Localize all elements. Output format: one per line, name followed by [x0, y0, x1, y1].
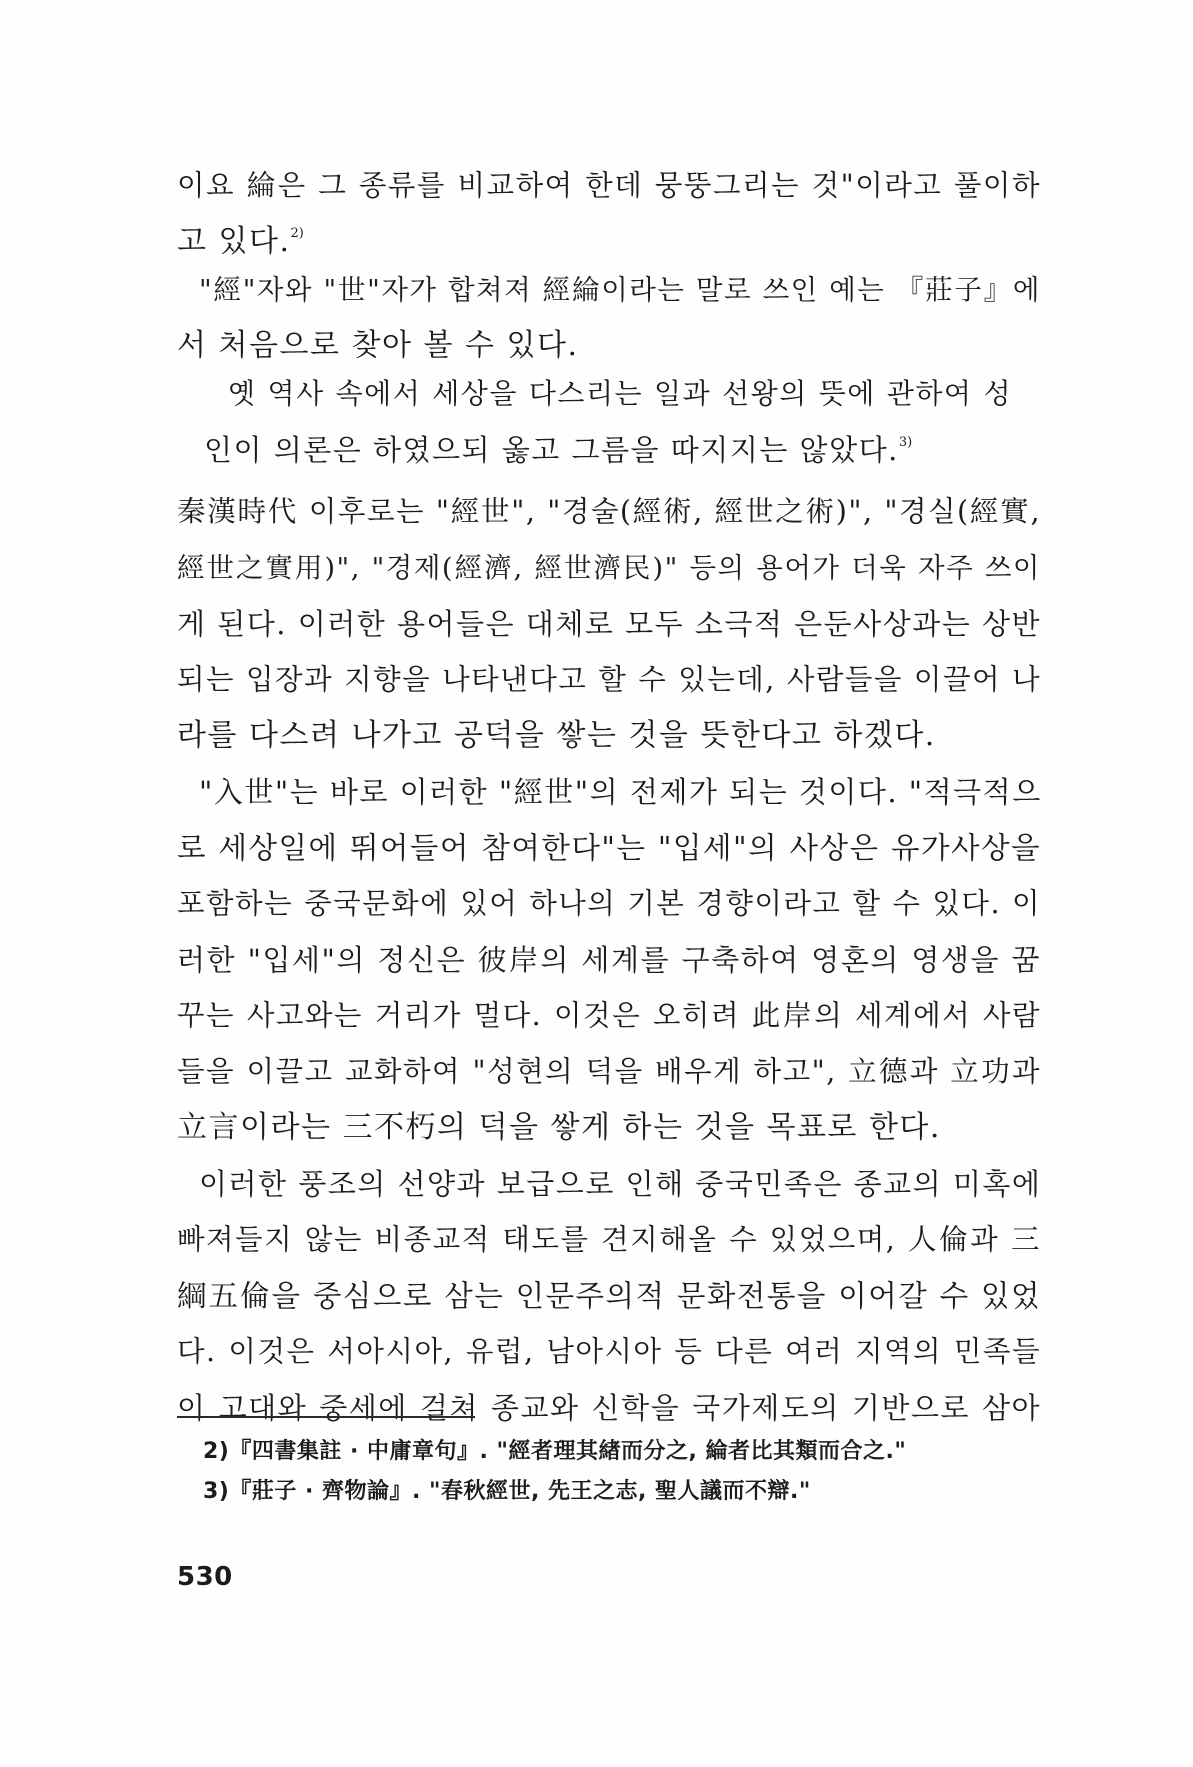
text-line: 들을 이끌고 교화하여 "성현의 덕을 배우게 하고", 立德과 立功과: [177, 1055, 1041, 1088]
text-line: 이요 綸은 그 종류를 비교하여 한데 뭉뚱그리는 것"이라고 풀이하: [177, 169, 1041, 202]
text-line: 러한 "입세"의 정신은 彼岸의 세계를 구축하여 영혼의 영생을 꿈: [177, 943, 1041, 977]
footnotes: [203, 1432, 1043, 1512]
text-line: 꾸는 사고와는 거리가 멀다. 이것은 오히려 此岸의 세계에서 사람: [177, 999, 1041, 1032]
text-line: "入世"는 바로 이러한 "經世"의 전제가 되는 것이다. "적극적으: [199, 775, 1042, 809]
footnote-divider: [177, 1416, 475, 1418]
text-line: 이 고대와 중세에 걸쳐 종교와 신학을 국가제도의 기반으로 삼아: [177, 1391, 1041, 1425]
footnote-2: 2)『四書集註 · 中庸章句』. "經者理其緖而分之, 綸者比其類而合之.": [203, 1439, 907, 1464]
block-quote: [204, 366, 1012, 478]
text-line: 라를 다스려 나가고 공덕을 쌓는 것을 뜻한다고 하겠다.: [177, 718, 936, 753]
text-line: 秦漢時代 이후로는 "經世", "경술(經術, 經世之術)", "경실(經實,: [177, 495, 1041, 528]
text-line: 經世之實用)", "경제(經濟, 經世濟民)" 등의 용어가 더욱 자주 쓰이: [177, 552, 1041, 584]
text-line: 다. 이것은 서아시아, 유럽, 남아시아 등 다른 여러 지역의 민족들: [177, 1335, 1041, 1368]
text-line: 빠져들지 않는 비종교적 태도를 견지해올 수 있었으며, 人倫과 三: [177, 1223, 1041, 1256]
text-line: "經"자와 "世"자가 합쳐져 經綸이라는 말로 쓰인 예는 『莊子』에: [199, 274, 1041, 306]
text-line-content: 고 있다.: [177, 224, 291, 259]
text-line: 綱五倫을 중심으로 삼는 인문주의적 문화전통을 이어갈 수 있었: [177, 1279, 1041, 1313]
text-line: 게 된다. 이러한 용어들은 대체로 모두 소극적 은둔사상과는 상반: [177, 607, 1041, 641]
quote-line-content: 인이 의론은 하였으되 옳고 그름을 따지지는 않았다.: [204, 433, 899, 467]
paragraph-continuation: [177, 158, 1041, 270]
text-line: 되는 입장과 지향을 나타낸다고 할 수 있는데, 사람들을 이끌어 나: [177, 663, 1041, 696]
text-line: 포함하는 중국문화에 있어 하나의 기본 경향이라고 할 수 있다. 이: [177, 887, 1041, 920]
quote-line: [204, 422, 1012, 478]
text-line: 이러한 풍조의 선양과 보급으로 인해 중국민족은 종교의 미혹에: [199, 1167, 1042, 1201]
text-line: 서 처음으로 찾아 볼 수 있다.: [177, 328, 579, 363]
page-number: 530: [177, 1562, 233, 1592]
text-line: 로 세상일에 뛰어들어 참여한다"는 "입세"의 사상은 유가사상을: [177, 831, 1041, 865]
footnote-3: 3)『莊子 · 齊物論』. "春秋經世, 先王之志, 聖人議而不辯.": [203, 1479, 811, 1504]
paragraph-zhuangzi: [177, 262, 1041, 374]
quote-line: 옛 역사 속에서 세상을 다스리는 일과 선왕의 뜻에 관하여 성: [228, 377, 1012, 410]
text-line: 立言이라는 三不朽의 덕을 쌓게 하는 것을 목표로 한다.: [177, 1110, 941, 1145]
main-body: [177, 484, 1041, 1436]
footnote-ref-3: 3): [898, 435, 913, 450]
footnote-ref-2: 2): [290, 226, 304, 241]
